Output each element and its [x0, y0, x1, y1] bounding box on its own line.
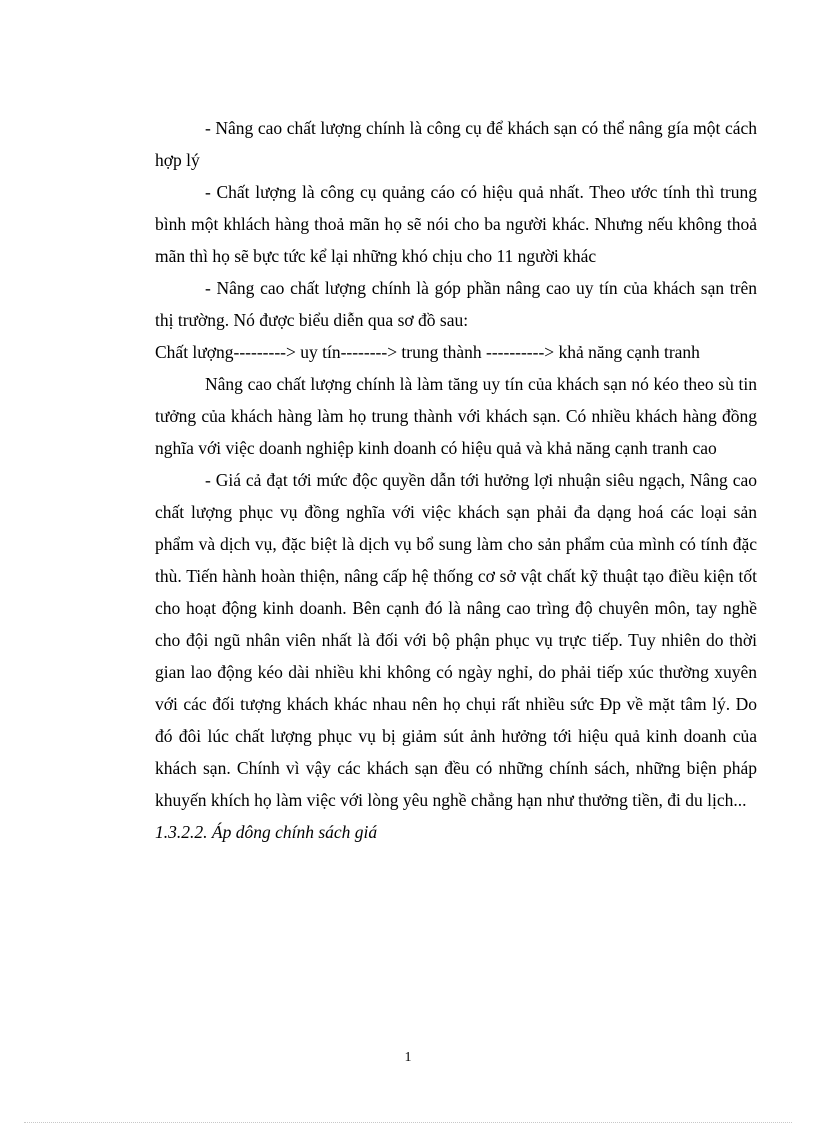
- paragraph-reputation: - Nâng cao chất lượng chính là góp phần nâng cao uy tín của khách sạn trên thị trường. Nó được biểu diễn qua sơ đồ sau:: [155, 278, 757, 330]
- paragraph-advertising-tool: - Chất lượng là công cụ quảng cáo có hiệu quả nhất. Theo ước tính thì trung bình một khlách hàng thoả mãn họ sẽ nói cho ba người khác. Nhưng nếu không thoả mãn thì họ sẽ bực tức kể lại những khó chịu cho 11 người khác: [155, 182, 757, 266]
- section-heading: 1.3.2.2. Áp dông chính sách giá: [155, 822, 378, 842]
- paragraph-price-tool: - Nâng cao chất lượng chính là công cụ để khách sạn có thể nâng gía một cách hợp lý: [155, 118, 757, 170]
- paragraph-monopoly-price: - Giá cả đạt tới mức độc quyền dẫn tới hưởng lợi nhuận siêu ngạch, Nâng cao chất lượng phục vụ đồng nghĩa với việc khách sạn phải đa dạng hoá các loại sản phẩm và dịch vụ, đặc biệt là dịch vụ bổ sung làm cho sản phẩm của mình có tính đặc thù. Tiến hành hoàn thiện, nâng cấp hệ thống cơ sở vật chất kỹ thuật tạo điều kiện tốt cho hoạt động kinh doanh. Bên cạnh đó là nâng cao trìng độ chuyên môn, tay nghề cho đội ngũ nhân viên nhất là đối với bộ phận phục vụ trực tiếp. Tuy nhiên do thời gian lao động kéo dài nhiều khi không có ngày nghỉ, do phải tiếp xúc thường xuyên với các đối tượng khách khác nhau nên họ chụi rất nhiều sức Đp về mặt tâm lý. Do đó đôi lúc chất lượng phục vụ bị giảm sút ảnh hưởng tới hiệu quả kinh doanh của khách sạn. Chính vì vậy các khách sạn đều có những chính sách, những biện pháp khuyến khích họ làm việc với lòng yêu nghề chẳng hạn như thưởng tiền, đi du lịch...: [155, 470, 757, 810]
- paragraph-trust-loyalty: Nâng cao chất lượng chính là làm tăng uy tín của khách sạn nó kéo theo sù tin tưởng của khách hàng làm họ trung thành với khách sạn. Có nhiều khách hàng đồng nghĩa với việc doanh nghiệp kinh doanh có hiệu quả và khả năng cạnh tranh cao: [155, 374, 757, 458]
- document-body: [155, 112, 757, 848]
- page-number: 1: [404, 1050, 412, 1065]
- quality-chain-diagram: Chất lượng---------> uy tín--------> trung thành ----------> khả năng cạnh tranh: [155, 342, 700, 362]
